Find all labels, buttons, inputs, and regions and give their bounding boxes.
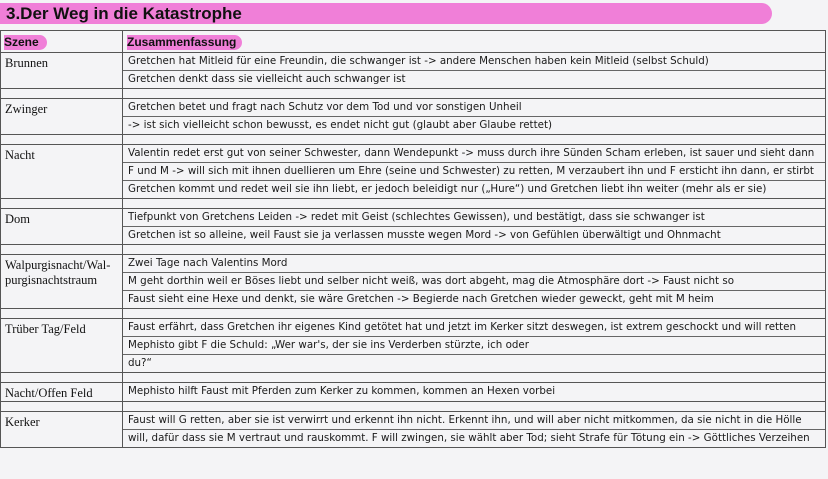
spacer-row — [1, 309, 826, 319]
summary-line: -> ist sich vielleicht schon bewusst, es endet nicht gut (glaubt aber Glaube rettet) — [128, 119, 553, 131]
summary-line: Gretchen betet und fragt nach Schutz vor dem Tod und vor sonstigen Unheil — [123, 99, 825, 117]
summary-cell — [123, 383, 826, 402]
scene-cell — [1, 209, 123, 245]
spacer-cell — [1, 89, 123, 99]
scene-name: Nacht — [5, 148, 35, 162]
spacer-row — [1, 199, 826, 209]
spacer-cell — [123, 402, 826, 412]
header-cell-scene — [1, 31, 123, 53]
spacer-cell — [1, 373, 123, 383]
table-row — [1, 209, 826, 245]
spacer-row — [1, 402, 826, 412]
spacer-cell — [123, 135, 826, 145]
summary-line: Faust sieht eine Hexe und denkt, sie wäre Gretchen -> Begierde nach Gretchen wieder geweckt, geht mit M heim — [128, 293, 714, 305]
spacer-cell — [123, 373, 826, 383]
scene-name: Nacht/Offen Feld — [5, 386, 93, 400]
table-row — [1, 145, 826, 199]
scene-cell — [1, 53, 123, 89]
spacer-cell — [1, 199, 123, 209]
scene-name: Kerker — [5, 415, 40, 429]
table-row — [1, 319, 826, 373]
header-summary-label: Zusammenfassung — [127, 35, 242, 50]
summary-table — [0, 30, 826, 448]
scene-cell — [1, 99, 123, 135]
table-row — [1, 53, 826, 89]
spacer-cell — [123, 309, 826, 319]
summary-line: Tiefpunkt von Gretchens Leiden -> redet mit Geist (schlechtes Gewissen), und bestätigt, dass sie schwanger ist — [123, 209, 825, 227]
scene-name: Dom — [5, 212, 30, 226]
summary-line: Mephisto hilft Faust mit Pferden zum Kerker zu kommen, kommen an Hexen vorbei — [128, 385, 556, 397]
summary-line: Gretchen kommt und redet weil sie ihn liebt, er jedoch beleidigt nur („Hure“) und Gretchen liebt ihn weiter (mehr als er sie) — [128, 183, 767, 195]
spacer-cell — [123, 89, 826, 99]
summary-line: will, dafür dass sie M vertraut und rauskommt. F will zwingen, sie wählt aber Tod; sieht Strafe für Tötung ein -> Göttliches Verzeihen — [128, 432, 810, 444]
summary-cell — [123, 319, 826, 373]
spacer-cell — [1, 245, 123, 255]
summary-cell — [123, 53, 826, 89]
spacer-cell — [1, 402, 123, 412]
header-cell-summary — [123, 31, 826, 53]
spacer-row — [1, 89, 826, 99]
summary-cell — [123, 99, 826, 135]
scene-cell — [1, 255, 123, 309]
summary-line: Gretchen ist so alleine, weil Faust sie ja verlassen musste wegen Mord -> von Gefühlen überwältigt und Ohnmacht — [128, 229, 721, 241]
spacer-cell — [1, 309, 123, 319]
summary-cell — [123, 145, 826, 199]
header-scene-label: Szene — [4, 35, 47, 50]
summary-line: Zwei Tage nach Valentins Mord — [123, 255, 825, 273]
page-title: 3.Der Weg in die Katastrophe — [6, 4, 242, 23]
scene-name: Trüber Tag/Feld — [5, 322, 86, 336]
scene-name: Walpurgisnacht/Wal- purgisnachtstraum — [5, 258, 111, 287]
summary-cell — [123, 255, 826, 309]
summary-line: Faust erfährt, dass Gretchen ihr eigenes Kind getötet hat und jetzt im Kerker sitzt deswegen, ist extrem geschockt und will retten — [123, 319, 825, 337]
table-row — [1, 99, 826, 135]
summary-line: Gretchen hat Mitleid für eine Freundin, die schwanger ist -> andere Menschen haben kein Mitleid (selbst Schuld) — [123, 53, 825, 71]
summary-line: Mephisto gibt F die Schuld: „Wer war's, der sie ins Verderben stürzte, ich oder — [123, 337, 825, 355]
table-row — [1, 383, 826, 402]
scene-name: Brunnen — [5, 56, 49, 70]
summary-cell — [123, 412, 826, 448]
summary-line: Valentin redet erst gut von seiner Schwester, dann Wendepunkt -> muss durch ihre Sünden Scham erleben, ist sauer und sieht dann — [123, 145, 825, 163]
summary-line: M geht dorthin weil er Böses liebt und selber nicht weiß, was dort abgeht, mag die Atmosphäre dort -> Faust nicht so — [123, 273, 825, 291]
table-header-row — [1, 31, 826, 53]
scene-name: Zwinger — [5, 102, 48, 116]
spacer-cell — [123, 245, 826, 255]
spacer-row — [1, 245, 826, 255]
spacer-row — [1, 135, 826, 145]
scene-cell — [1, 412, 123, 448]
table-row — [1, 255, 826, 309]
summary-line: F und M -> will sich mit ihnen duellieren um Ehre (seine und Schwester) zu retten, M verzaubert ihn und F ersticht ihn dann, er stirbt — [123, 163, 825, 181]
table-row — [1, 412, 826, 448]
summary-line: Faust will G retten, aber sie ist verwirrt und erkennt ihn nicht. Erkennt ihn, und will aber nicht mitkommen, da sie nicht in die Hölle — [123, 412, 825, 430]
spacer-cell — [123, 199, 826, 209]
scene-cell — [1, 319, 123, 373]
summary-cell — [123, 209, 826, 245]
summary-line: du?“ — [128, 357, 152, 369]
summary-line: Gretchen denkt dass sie vielleicht auch schwanger ist — [128, 73, 406, 85]
scene-cell — [1, 383, 123, 402]
spacer-row — [1, 373, 826, 383]
scene-cell — [1, 145, 123, 199]
spacer-cell — [1, 135, 123, 145]
